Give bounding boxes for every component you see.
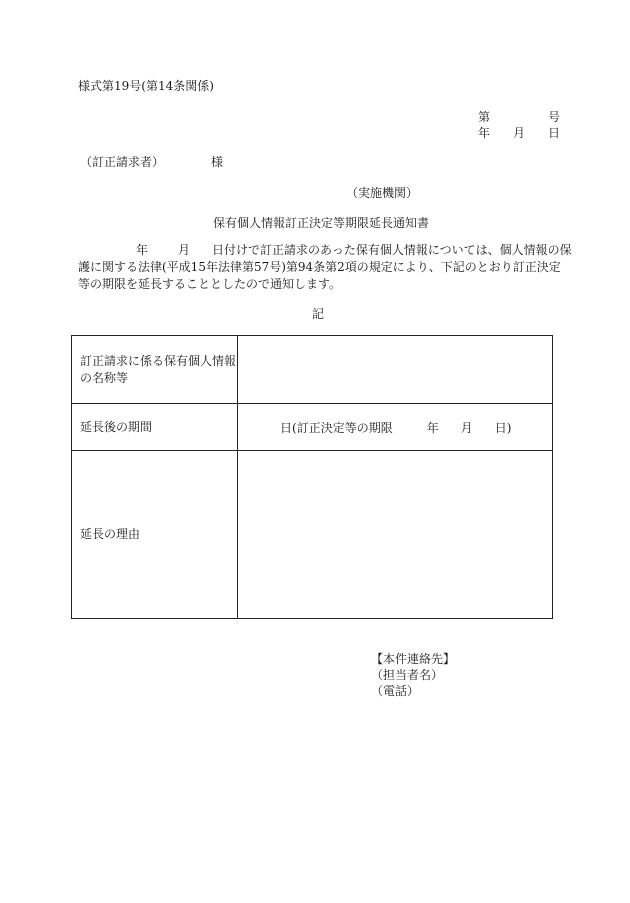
ki-heading: 記 (312, 307, 325, 321)
value-document-name (238, 336, 553, 404)
label-extended-period: 延長後の期間 (72, 404, 238, 451)
deadline-day: 日) (494, 420, 512, 435)
date-year: 年 (478, 126, 491, 140)
form-number: 様式第19号(第14条関係) (78, 79, 214, 93)
addressee-honorific: 様 (211, 155, 224, 169)
deadline-month: 月 (460, 420, 473, 435)
table-row-document-name (72, 336, 553, 404)
label-document-name-line2: の名称等 (80, 370, 129, 385)
extension-table (71, 335, 553, 619)
value-reason (238, 451, 553, 619)
contact-heading: 【本件連絡先】 (371, 652, 456, 666)
document-title: 保有個人情報訂正決定等期限延長通知書 (213, 216, 430, 230)
doc-number-prefix: 第 (478, 110, 491, 124)
label-document-name-line1: 訂正請求に係る保有個人情報 (80, 353, 237, 368)
body-line-1 (78, 242, 572, 259)
body-line1-text: 日付けで訂正請求のあった保有個人情報については、個人情報の保 (212, 243, 572, 257)
period-day: 日 (280, 420, 293, 435)
body-line-2: 護に関する法律(平成15年法律第57号)第94条第2項の規定により、下記のとおり訂正決定 (78, 260, 561, 274)
contact-person: （担当者名） (371, 668, 444, 682)
date-day: 日 (548, 126, 561, 140)
value-extended-period (238, 404, 553, 451)
table-row-extended-period (72, 404, 553, 451)
contact-phone: （電話） (371, 684, 420, 698)
deadline-label: (訂正決定等の期限 (292, 420, 393, 435)
deadline-year: 年 (426, 420, 439, 435)
body-line-3: 等の期限を延長することとしたので通知します。 (78, 277, 342, 291)
doc-number-suffix: 号 (548, 110, 561, 124)
contact-block (371, 651, 455, 699)
addressee-label: （訂正請求者） (80, 155, 165, 169)
table-row-reason (72, 451, 553, 619)
label-document-name (72, 336, 238, 404)
date-month: 月 (513, 126, 526, 140)
body-year: 年 (136, 243, 149, 257)
issuer: （実施機関） (346, 186, 419, 200)
body-paragraph (78, 242, 572, 293)
label-reason: 延長の理由 (72, 451, 238, 619)
body-month: 月 (178, 243, 191, 257)
